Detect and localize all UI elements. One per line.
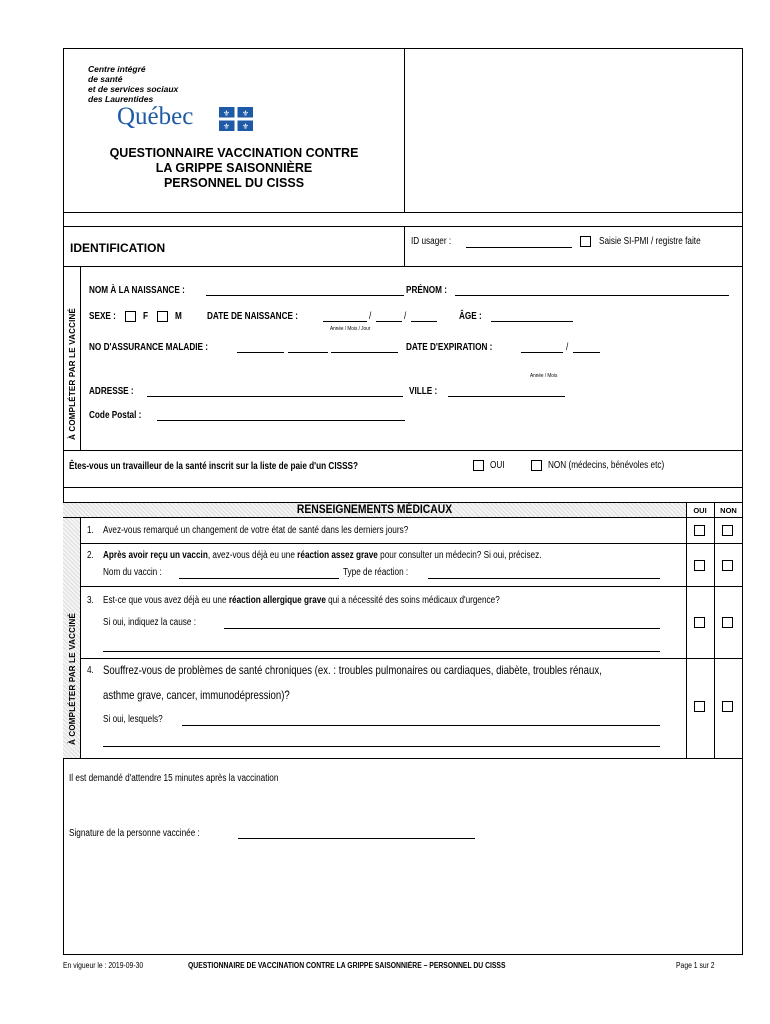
- col-oui-left: [686, 502, 687, 758]
- sexe-m-checkbox[interactable]: [157, 311, 168, 322]
- prenom-label: PRÉNOM :: [406, 285, 447, 296]
- worker-question: Êtes-vous un travailleur de la santé inscrit sur la liste de paie d'un CISSS?: [69, 461, 359, 472]
- q1-non-checkbox[interactable]: [722, 525, 733, 536]
- nam-field-2[interactable]: [288, 352, 328, 353]
- q2-bold-b: réaction assez grave: [297, 550, 378, 561]
- signature-field[interactable]: [238, 838, 475, 839]
- q4-non-checkbox[interactable]: [722, 701, 733, 712]
- worker-oui-checkbox[interactable]: [473, 460, 484, 471]
- identification-bottom-line: [63, 266, 743, 267]
- sexe-label: SEXE :: [89, 311, 116, 322]
- worker-non-checkbox[interactable]: [531, 460, 542, 471]
- form-title-line-2: LA GRIPPE SAISONNIÈRE: [155, 161, 313, 175]
- q3-number: 3.: [87, 595, 94, 606]
- saisie-checkbox[interactable]: [580, 236, 591, 247]
- ville-label: VILLE :: [409, 386, 438, 397]
- q3-end: qui a nécessité des soins médicaux d'urgence?: [325, 595, 500, 606]
- code-postal-field[interactable]: [157, 420, 405, 421]
- medical-top-line: [63, 502, 743, 503]
- org-line-1: Centre intégré: [88, 64, 146, 74]
- dob-separator-1: /: [369, 311, 372, 322]
- svg-text:⚜: ⚜: [241, 109, 250, 118]
- identification-heading: IDENTIFICATION: [70, 241, 166, 255]
- q1-text: Avez-vous remarqué un changement de votre état de santé dans les derniers jours?: [103, 525, 409, 536]
- id-usager-label: ID usager :: [411, 236, 452, 247]
- id-bottom-line: [63, 450, 743, 451]
- footer-doc-title: QUESTIONNAIRE DE VACCINATION CONTRE LA GRIPPE SAISONNIÈRE – PERSONNEL DU CISSS: [188, 961, 506, 970]
- ville-field[interactable]: [448, 396, 565, 397]
- age-label: ÂGE :: [459, 311, 482, 322]
- wait-notice: Il est demandé d'attendre 15 minutes après la vaccination: [69, 773, 279, 784]
- q3-cause-field[interactable]: [224, 628, 660, 629]
- worker-bottom-line: [63, 487, 743, 488]
- q1-oui-checkbox[interactable]: [694, 525, 705, 536]
- effective-date: En vigueur le : 2019-09-30: [63, 961, 144, 970]
- exp-separator: /: [566, 342, 569, 353]
- signature-label: Signature de la personne vaccinée :: [69, 828, 200, 839]
- exp-hint: Année / Mois: [530, 373, 558, 379]
- form-title-line-1: QUESTIONNAIRE VACCINATION CONTRE: [109, 146, 359, 160]
- q4-which-field[interactable]: [182, 725, 660, 726]
- identification-top-line: [63, 226, 743, 227]
- medical-header-line: [63, 517, 743, 518]
- worker-non-label: NON (médecins, bénévoles etc): [548, 460, 665, 471]
- q2-vaccine-label: Nom du vaccin :: [103, 567, 162, 578]
- exp-label: DATE D'EXPIRATION :: [406, 342, 493, 353]
- sexe-m-label: M: [175, 311, 182, 322]
- quebec-wordmark: Québec: [117, 103, 194, 130]
- q3-oui-checkbox[interactable]: [694, 617, 705, 628]
- q3-pre: Est-ce que vous avez déjà eu une: [103, 595, 229, 606]
- q3-text: [103, 595, 500, 606]
- q2-reaction-field[interactable]: [428, 578, 660, 579]
- q2-text: [103, 550, 542, 561]
- svg-text:⚜: ⚜: [222, 109, 231, 118]
- q2-reaction-label: Type de réaction :: [343, 567, 409, 578]
- prenom-field[interactable]: [455, 295, 729, 296]
- q4-line-2: asthme grave, cancer, immunodépression)?: [103, 688, 290, 702]
- exp-month-field[interactable]: [573, 352, 600, 353]
- id-side-divider: [80, 266, 81, 450]
- svg-text:⚜: ⚜: [241, 122, 250, 131]
- nam-label: NO D'ASSURANCE MALADIE :: [89, 342, 209, 353]
- q2-bold-a: Après avoir reçu un vaccin: [103, 550, 208, 561]
- dob-month-field[interactable]: [376, 321, 402, 322]
- org-line-4: des Laurentides: [88, 94, 154, 104]
- col-non-header: NON: [720, 506, 737, 515]
- id-divider: [404, 226, 405, 266]
- dob-separator-2: /: [404, 311, 407, 322]
- sexe-f-label: F: [143, 311, 149, 322]
- medical-side-label: À COMPLÉTER PAR LE VACCINÉ: [68, 612, 77, 745]
- worker-oui-label: OUI: [490, 460, 505, 471]
- q3-cause-field-2[interactable]: [103, 651, 660, 652]
- dob-year-field[interactable]: [323, 321, 367, 322]
- q4-line-1: Souffrez-vous de problèmes de santé chroniques (ex. : troubles pulmonaires ou cardiaques, diabète, troubles rénaux,: [103, 663, 602, 677]
- q2-vaccine-field[interactable]: [179, 578, 339, 579]
- q3-bottom-line: [80, 658, 743, 659]
- nom-label: NOM À LA NAISSANCE :: [89, 285, 185, 296]
- q3-non-checkbox[interactable]: [722, 617, 733, 628]
- nam-field-3[interactable]: [331, 352, 398, 353]
- medical-heading: RENSEIGNEMENTS MÉDICAUX: [296, 504, 453, 516]
- q4-oui-checkbox[interactable]: [694, 701, 705, 712]
- col-non-left: [714, 502, 715, 758]
- sexe-f-checkbox[interactable]: [125, 311, 136, 322]
- q1-number: 1.: [87, 525, 94, 536]
- q2-bottom-line: [80, 586, 743, 587]
- medical-bottom-line: [63, 758, 743, 759]
- q2-mid: , avez-vous déjà eu une: [207, 550, 298, 561]
- form-title-line-3: PERSONNEL DU CISSS: [163, 176, 305, 190]
- q2-end: pour consulter un médecin? Si oui, précisez.: [377, 550, 542, 561]
- id-side-label: À COMPLÉTER PAR LE VACCINÉ: [68, 307, 77, 440]
- quebec-flag-icon: [219, 107, 253, 131]
- q2-oui-checkbox[interactable]: [694, 560, 705, 571]
- org-line-3: et de services sociaux: [88, 84, 179, 94]
- medical-side-divider: [80, 517, 81, 758]
- header-bottom-line: [63, 212, 743, 213]
- adresse-label: ADRESSE :: [89, 386, 134, 397]
- q4-number: 4.: [87, 665, 94, 676]
- q3-bold: réaction allergique grave: [228, 595, 326, 606]
- svg-text:⚜: ⚜: [222, 122, 231, 131]
- dob-label: DATE DE NAISSANCE :: [207, 311, 298, 322]
- q1-bottom-line: [80, 543, 743, 544]
- q4-which-field-2[interactable]: [103, 746, 660, 747]
- nom-field[interactable]: [206, 295, 404, 296]
- exp-year-field[interactable]: [521, 352, 563, 353]
- q2-non-checkbox[interactable]: [722, 560, 733, 571]
- id-usager-field[interactable]: [466, 247, 572, 248]
- col-oui-header: OUI: [693, 506, 707, 515]
- nam-field-1[interactable]: [237, 352, 284, 353]
- dob-day-field[interactable]: [411, 321, 437, 322]
- saisie-label: Saisie SI-PMI / registre faite: [599, 236, 701, 247]
- q2-number: 2.: [87, 550, 94, 561]
- dob-hint: Année / Mois / Jour: [330, 326, 371, 332]
- code-postal-label: Code Postal :: [89, 410, 142, 421]
- adresse-field[interactable]: [147, 396, 403, 397]
- age-field[interactable]: [491, 321, 573, 322]
- q3-cause-label: Si oui, indiquez la cause :: [103, 617, 196, 628]
- q4-which-label: Si oui, lesquels?: [103, 714, 163, 725]
- org-line-2: de santé: [88, 74, 123, 84]
- page-number: Page 1 sur 2: [676, 961, 715, 970]
